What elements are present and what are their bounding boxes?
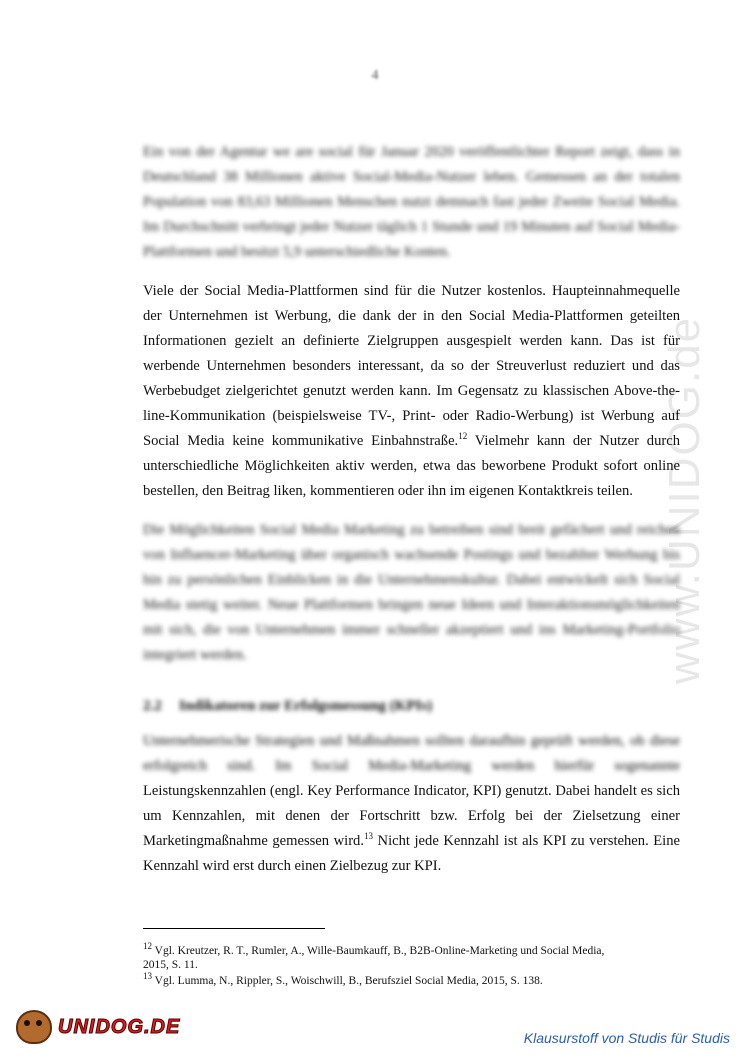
paragraph-4-text-a: Leistungskennzahlen (engl. Key Performance Indicator, KPI) genutzt. Dabei handelt es sich um Kennzahlen, mit denen der Fortschritt bzw. Erfolg bei der Zielsetzung einer Marketingmaßnahme gemessen wird. — [143, 783, 680, 849]
unidog-logo[interactable] — [16, 1010, 180, 1044]
footnote-12 — [143, 941, 683, 972]
footnote-12-line2: 2015, S. 11. — [143, 959, 198, 971]
paragraph-2-text-a: Viele der Social Media-Plattformen sind für die Nutzer kostenlos. Haupteinnahmequelle der Unternehmen ist Werbung, die dank der in den Social Media-Plattformen geteilten Informationen gezielt an definierte Zielgruppen ausgespielt werden kann. Das ist für werbende Unternehmen besonders interessant, da so der Streuverlust reduziert und das Werbebudget zielgerichtet genutzt werden kann. Im Gegensatz zu klassischen Above-the-line-Kommunikation (beispielsweise TV-, Print- oder Radio-Werbung) ist Werbung auf Social Media keine kommunikative Einbahnstraße. — [143, 283, 680, 449]
paragraph-blurred-3: Die Möglichkeiten Social Media Marketing zu betreiben sind breit gefächert und reichen von Influencer-Marketing über organisch wachsende Postings und bezahlter Werbung bis hin zu persönlichen Einblicken in die Unternehmenskultur. Dabei entwickelt sich Social Media stetig weiter. Neue Plattformen bringen neue Ideen und Interaktionsmöglichkeiten mit sich, die von Unternehmen immer schneller akzeptiert und ins Marketing-Portfolio integriert werden. — [143, 522, 680, 663]
footnote-divider — [143, 928, 325, 929]
paragraph-2-text-b: Vielmehr kann der Nutzer durch unterschiedliche Möglichkeiten aktiv werden, etwa das beworbene Produkt sofort online bestellen, den Beitrag liken, kommentieren oder ihn im eigenen Kontaktkreis teilen. — [143, 433, 680, 499]
paragraph-blurred-1: Ein von der Agentur we are social für Januar 2020 veröffentlichter Report zeigt, dass in Deutschland 38 Millionen aktive Social-Media-Nutzer leben. Gemessen an der totalen Population von 83,63 Millionen Menschen nutzt demnach fast jeder Zweite Social Media. Im Durchschnitt verbringt jeder Nutzer täglich 1 Stunde und 19 Minuten auf Social Media-Plattformen und besitzt 5,9 unterschiedliche Konten. — [143, 144, 680, 260]
footnotes — [143, 941, 683, 990]
footnote-13 — [143, 971, 683, 988]
section-heading — [143, 698, 680, 715]
paragraph-4-blurred: Unternehmerische Strategien und Maßnahmen sollten daraufhin geprüft werden, ob diese erfolgreich sind. Im Social Media-Marketing werden hierfür sogenannte — [143, 733, 680, 774]
section-number: 2.2 — [143, 698, 162, 714]
section-title: Indikatoren zur Erfolgsmessung (KPIs) — [179, 698, 433, 714]
paragraph-4-text-b: Nicht jede Kennzahl ist als KPI zu verstehen. Eine Kennzahl wird erst durch einen Zielbezug zur KPI. — [143, 833, 680, 874]
footnote-ref-13[interactable]: 13 — [364, 831, 374, 842]
footnote-12-line1: Vgl. Kreutzer, R. T., Rumler, A., Wille-Baumkauff, B., B2B-Online-Marketing und Social Media, — [152, 945, 605, 957]
paragraph-2 — [143, 279, 680, 504]
watermark-text: www.UNIDOG.de — [660, 315, 710, 685]
footnote-13-line1: Vgl. Lumma, N., Rippler, S., Woischwill, B., Berufsziel Social Media, 2015, S. 138. — [152, 975, 543, 987]
tagline: Klausurstoff von Studis für Studis — [523, 1030, 730, 1046]
dog-mascot-icon — [16, 1010, 52, 1044]
footnote-13-number: 13 — [143, 971, 152, 982]
page-number: 4 — [371, 68, 379, 83]
paragraph-4 — [143, 729, 680, 879]
document-body — [143, 140, 680, 893]
logo-text: UNIDOG.DE — [58, 1015, 181, 1038]
footnote-ref-12[interactable]: 12 — [458, 431, 468, 442]
footnote-12-number: 12 — [143, 941, 152, 952]
